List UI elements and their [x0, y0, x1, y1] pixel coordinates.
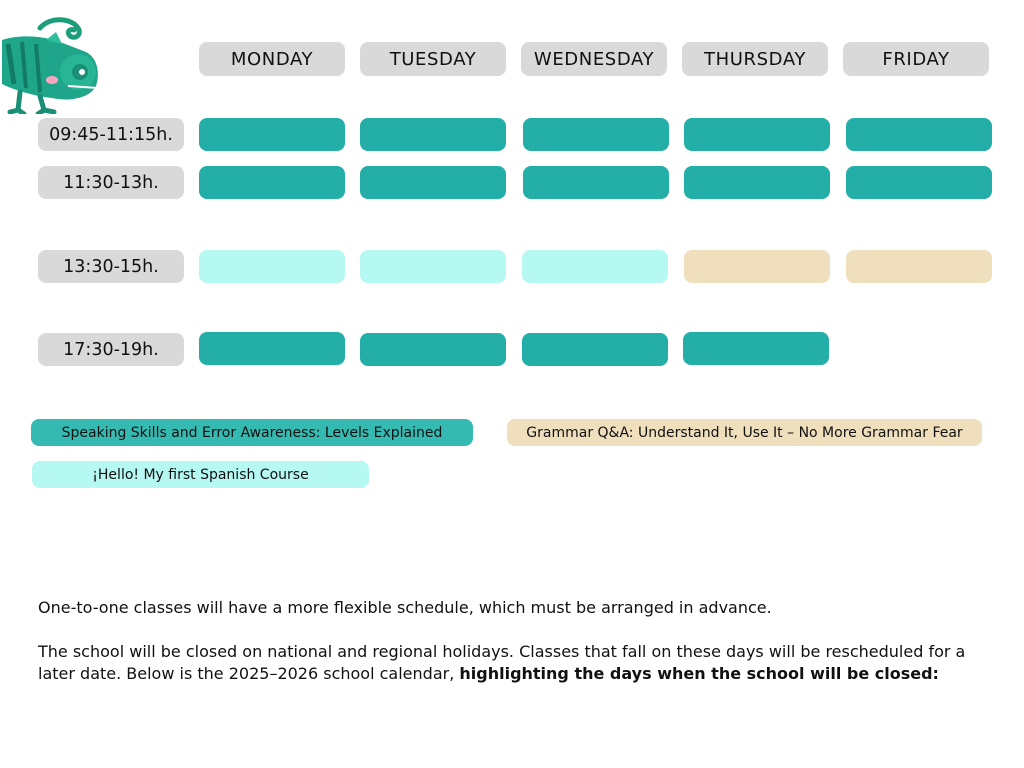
slot-speaking-thu-r1 — [684, 118, 830, 151]
slot-speaking-thu-r4 — [683, 332, 829, 365]
day-header-wednesday: WEDNESDAY — [521, 42, 667, 76]
note-closure — [38, 641, 968, 685]
slot-speaking-fri-r2 — [846, 166, 992, 199]
slot-speaking-tue-r4 — [360, 333, 506, 366]
note-closure-bold: highlighting the days when the school will be closed: — [459, 664, 939, 683]
slot-grammar-thu-r3 — [684, 250, 830, 283]
time-label-1: 09:45-11:15h. — [38, 118, 184, 151]
time-label-2: 11:30-13h. — [38, 166, 184, 199]
slot-grammar-fri-r3 — [846, 250, 992, 283]
time-label-3: 13:30-15h. — [38, 250, 184, 283]
slot-speaking-tue-r1 — [360, 118, 506, 151]
note-one-to-one: One-to-one classes will have a more flexible schedule, which must be arranged in advance. — [38, 598, 772, 617]
slot-speaking-fri-r1 — [846, 118, 992, 151]
slot-speaking-wed-r4 — [522, 333, 668, 366]
slot-speaking-wed-r1 — [523, 118, 669, 151]
slot-spanish-tue-r3 — [360, 250, 506, 283]
chameleon-icon — [0, 14, 104, 114]
slot-spanish-mon-r3 — [199, 250, 345, 283]
slot-speaking-mon-r2 — [199, 166, 345, 199]
slot-speaking-tue-r2 — [360, 166, 506, 199]
slot-speaking-wed-r2 — [523, 166, 669, 199]
day-header-monday: MONDAY — [199, 42, 345, 76]
day-header-thursday: THURSDAY — [682, 42, 828, 76]
slot-speaking-mon-r1 — [199, 118, 345, 151]
legend-speaking-course: Speaking Skills and Error Awareness: Levels Explained — [31, 419, 473, 446]
day-header-tuesday: TUESDAY — [360, 42, 506, 76]
slot-speaking-thu-r2 — [684, 166, 830, 199]
slot-speaking-mon-r4 — [199, 332, 345, 365]
note-closure-text: The school will be closed on national and regional holidays. Classes that fall on these days will be rescheduled for a later date. Below is the 2025–2026 school calendar, — [38, 642, 966, 683]
slot-spanish-wed-r3 — [522, 250, 668, 283]
day-header-friday: FRIDAY — [843, 42, 989, 76]
legend-grammar-course: Grammar Q&A: Understand It, Use It – No More Grammar Fear — [507, 419, 982, 446]
legend-spanish-course: ¡Hello! My first Spanish Course — [32, 461, 369, 488]
time-label-4: 17:30-19h. — [38, 333, 184, 366]
